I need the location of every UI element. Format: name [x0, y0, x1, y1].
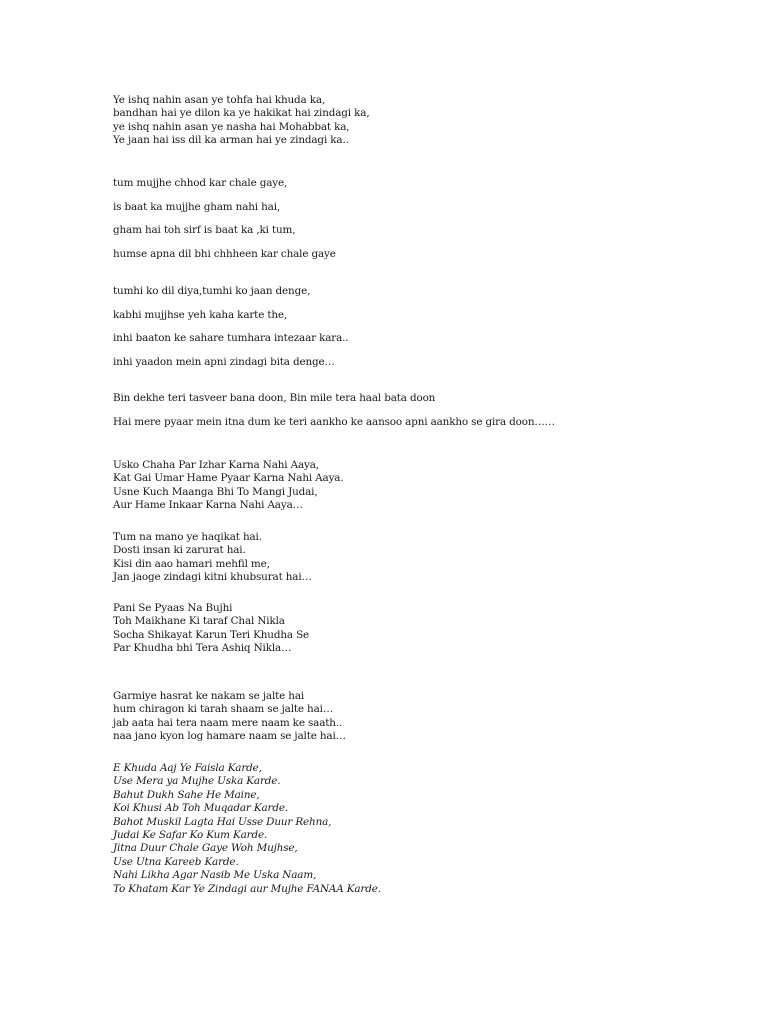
poem-stanza-1: [113, 94, 673, 148]
poem-line: Ye ishq nahin asan ye tohfa hai khuda ka,: [113, 94, 326, 106]
poem-line: Garmiye hasrat ke nakam se jalte hai: [113, 690, 305, 702]
poem-line: Bin dekhe teri tasveer bana doon, Bin mile tera haal bata doon: [113, 392, 436, 404]
poem-line: Bahot Muskil Lagta Hai Usse Duur Rehna,: [113, 815, 332, 828]
poem-stanza-2: [113, 172, 673, 266]
poem-line: Judai Ke Safar Ko Kum Karde.: [113, 829, 268, 842]
poem-line: Ye jaan hai iss dil ka arman hai ye zindagi ka..: [113, 134, 349, 147]
poem-line: Dosti insan ki zarurat hai.: [113, 544, 246, 557]
poem-stanza-9: [113, 762, 673, 896]
poem-line: bandhan hai ye dilon ka ye hakikat hai zindagi ka,: [113, 107, 370, 120]
poem-stanza-7: [113, 602, 673, 656]
poem-line: inhi yaadon mein apni zindagi bita denge…: [113, 355, 335, 368]
poem-line: Socha Shikayat Karun Teri Khudha Se: [113, 628, 310, 641]
poem-line: Kisi din aao hamari mehfil me,: [113, 557, 270, 570]
poem-stanza-8: [113, 690, 673, 744]
poem-line: Aur Hame Inkaar Karna Nahi Aaya…: [113, 499, 303, 512]
poem-line: Bahut Dukh Sahe He Maine,: [113, 788, 260, 801]
poem-line: Use Utna Kareeb Karde.: [113, 855, 239, 868]
poem-line: ye ishq nahin asan ye nasha hai Mohabbat ka,: [113, 120, 350, 133]
poem-line: hum chiragon ki tarah shaam se jalte hai…: [113, 703, 334, 716]
poem-line: tumhi ko dil diya,tumhi ko jaan denge,: [113, 285, 311, 297]
poem-stanza-4: [113, 387, 673, 434]
poem-line: naa jano kyon log hamare naam se jalte hai…: [113, 730, 346, 743]
poem-line: kabhi mujjhse yeh kaha karte the,: [113, 308, 288, 321]
poem-line: E Khuda Aaj Ye Faisla Karde,: [113, 762, 262, 774]
poem-line: tum mujjhe chhod kar chale gaye,: [113, 177, 288, 189]
poem-line: Usne Kuch Maanga Bhi To Mangi Judai,: [113, 485, 318, 498]
poem-line: Nahi Likha Agar Nasib Me Uska Naam,: [113, 869, 317, 882]
poem-line: gham hai toh sirf is baat ka ,ki tum,: [113, 224, 296, 236]
poem-line: jab aata hai tera naam mere naam ke saath..: [113, 716, 343, 729]
poem-stanza-6: [113, 531, 673, 585]
poem-line: Toh Maikhane Ki taraf Chal Nikla: [113, 615, 285, 628]
poem-line: Par Khudha bhi Tera Ashiq Nikla…: [113, 642, 292, 655]
poem-stanza-3: [113, 280, 673, 374]
poem-line: To Khatam Kar Ye Zindagi aur Mujhe FANAA Karde.: [113, 882, 381, 895]
poem-line: Usko Chaha Par Izhar Karna Nahi Aaya,: [113, 459, 319, 471]
poem-line: Jitna Duur Chale Gaye Woh Mujhse,: [113, 842, 298, 855]
poem-stanza-5: [113, 459, 673, 513]
poem-line: Koi Khusi Ab Toh Muqadar Karde.: [113, 802, 288, 815]
poem-line: inhi baaton ke sahare tumhara intezaar kara..: [113, 332, 349, 344]
poem-line: is baat ka mujjhe gham nahi hai,: [113, 200, 281, 213]
poem-line: humse apna dil bhi chhheen kar chale gaye: [113, 247, 336, 260]
poem-line: Pani Se Pyaas Na Bujhi: [113, 602, 233, 614]
poem-line: Hai mere pyaar mein itna dum ke teri aankho ke aansoo apni aankho se gira doon……: [113, 415, 555, 428]
poem-line: Jan jaoge zindagi kitni khubsurat hai…: [113, 571, 312, 584]
poem-line: Kat Gai Umar Hame Pyaar Karna Nahi Aaya.: [113, 472, 344, 485]
poem-line: Use Mera ya Mujhe Uska Karde.: [113, 775, 281, 788]
poem-line: Tum na mano ye haqikat hai.: [113, 531, 262, 543]
